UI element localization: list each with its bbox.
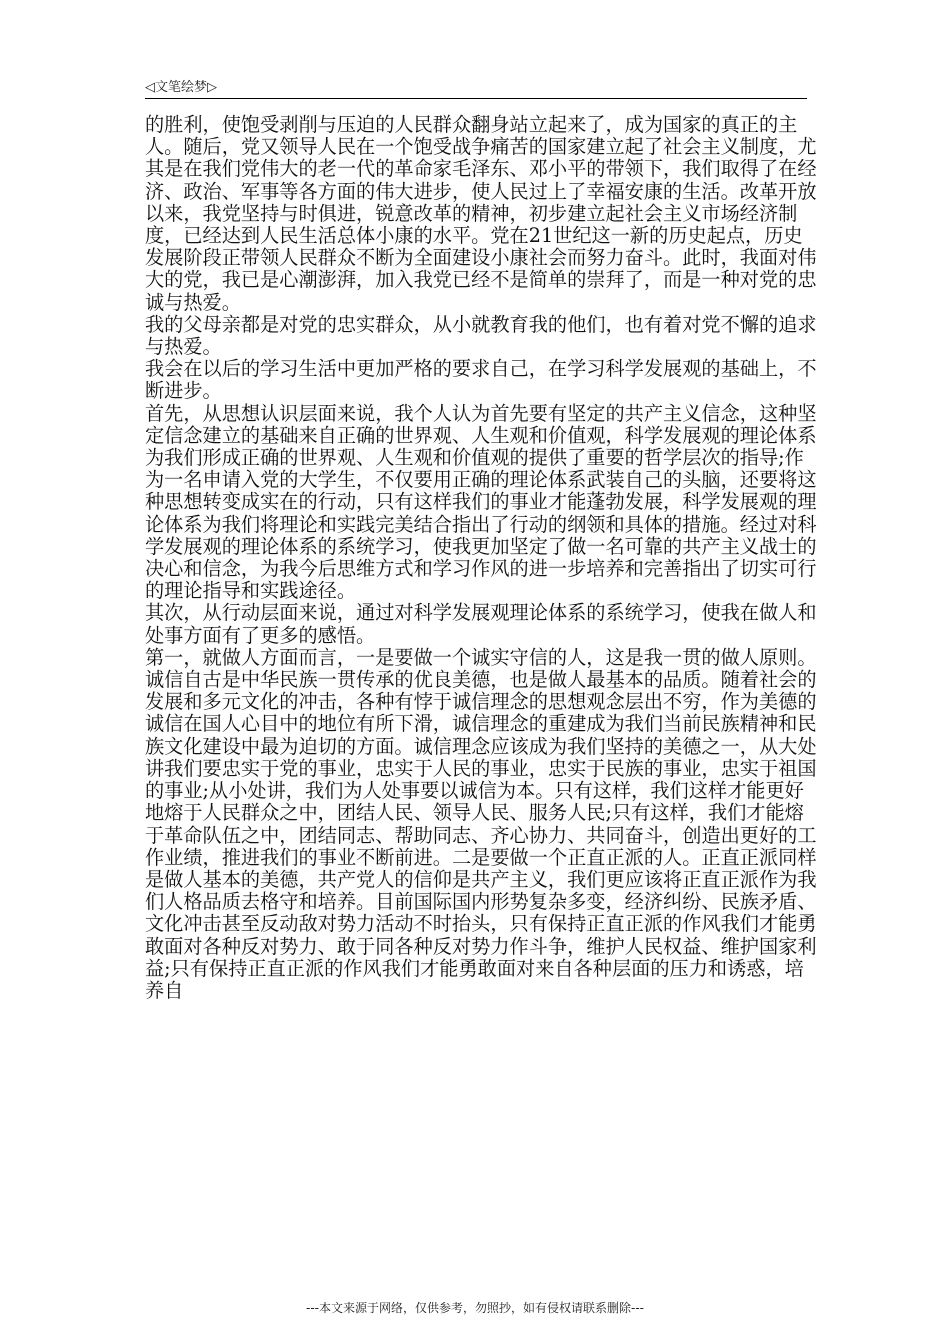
paragraph: 第一，就做人方面而言，一是要做一个诚实守信的人，这是我一贯的做人原则。诚信自古是中华民族一贯传承的优良美德，也是做人最基本的品质。随着社会的发展和多元文化的冲击，各种有悖于诚信理念的思想观念层出不穷，作为美德的诚信在国人心目中的地位有所下滑，诚信理念的重建成为我们当前民族精神和民族文化建设中最为迫切的方面。诚信理念应该成为我们坚持的美德之一，从大处讲我们要忠实于党的事业，忠实于人民的事业，忠实于民族的事业，忠实于祖国的事业;从小处讲，我们为人处事要以诚信为本。只有这样，我们这样才能更好地熔于人民群众之中，团结人民、领导人民、服务人民;只有这样，我们才能熔于革命队伍之中，团结同志、帮助同志、齐心协力、共同奋斗，创造出更好的工作业绩，推进我们的事业不断前进。二是要做一个正直正派的人。正直正派同样是做人基本的美德，共产党人的信仰是共产主义，我们更应该将正直正派作为我们人格品质去格守和培养。目前国际国内形势复杂多变，经济纠纷、民族矛盾、文化冲击甚至反动敌对势力活动不时抬头，只有保持正直正派的作风我们才能勇敢面对各种反对势力、敢于同各种反对势力作斗争，维护人民权益、维护国家利益;只有保持正直正派的作风我们才能勇敢面对来自各种层面的压力和诱惑，培养自: [145, 645, 817, 1002]
paragraph: 其次，从行动层面来说，通过对科学发展观理论体系的系统学习，使我在做人和处事方面有了更多的感悟。: [145, 601, 817, 647]
document-body: [145, 114, 817, 1002]
page-header: [145, 74, 807, 99]
page-footer: ---本文来源于网络，仅供参考，勿照抄，如有侵权请联系删除---: [306, 1301, 644, 1315]
paragraph: 首先，从思想认识层面来说，我个人认为首先要有坚定的共产主义信念，这种坚定信念建立的基础来自正确的世界观、人生观和价值观，科学发展观的理论体系为我们形成正确的世界观、人生观和价值观的提供了重要的哲学层次的指导;作为一名申请入党的大学生，不仅要用正确的理论体系武装自己的头脑，还要将这种思想转变成实在的行动，只有这样我们的事业才能蓬勃发展，科学发展观的理论体系为我们将理论和实践完美结合指出了行动的纲领和具体的措施。经过对科学发展观的理论体系的系统学习，使我更加坚定了做一名可靠的共产主义战士的决心和信念，为我今后思维方式和学习作风的进一步培养和完善指出了切实可行的理论指导和实践途径。: [145, 401, 817, 603]
paragraph: 的胜利，使饱受剥削与压迫的人民群众翻身站立起来了，成为国家的真正的主人。随后，党又领导人民在一个饱受战争痛苦的国家建立起了社会主义制度，尤其是在我们党伟大的老一代的革命家毛泽东、邓小平的带领下，我们取得了在经济、政治、军事等各方面的伟大进步，使人民过上了幸福安康的生活。改革开放以来，我党坚持与时俱进，锐意改革的精神，初步建立起社会主义市场经济制度，已经达到人民生活总体小康的水平。党在21世纪这一新的历史起点，历史发展阶段正带领人民群众不断为全面建设小康社会而努力奋斗。此时，我面对伟大的党，我已是心潮澎湃，加入我党已经不是简单的崇拜了，而是一种对党的忠诚与热爱。: [145, 113, 817, 314]
paragraph: 我的父母亲都是对党的忠实群众，从小就教育我的他们，也有着对党不懈的追求与热爱。: [145, 312, 817, 359]
paragraph: 我会在以后的学习生活中更加严格的要求自己，在学习科学发展观的基础上，不断进步。: [145, 357, 817, 403]
header-brand: ◁文笔绘梦▷: [145, 80, 217, 95]
